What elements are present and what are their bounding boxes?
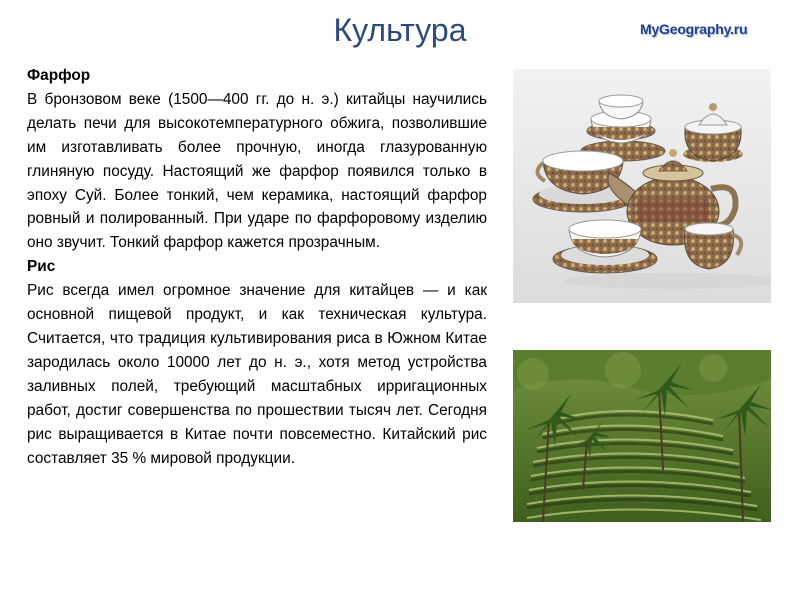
porcelain-tea-set-photo	[513, 69, 771, 303]
section-heading-rice: Рис	[27, 258, 56, 276]
brand-logo: MyGeography.ru	[640, 21, 748, 37]
slide-title: Культура	[333, 12, 467, 48]
section-text-rice: Рис всегда имел огромное значение для китайцев — и как основной пищевой продукт, и как техническая культура. Считается, что традиция культивирования риса в Южном Китае зародилась около 10000 лет до н. э., хотя метод устройства заливных полей, требующий масштабных ирригационных работ, достиг совершенства по прошествии тысяч лет. Сегодня рис выращивается в Китае почти повсеместно. Китайский рис составляет 35 % мировой продукции.	[27, 282, 487, 467]
section-heading-porcelain: Фарфор	[27, 67, 91, 84]
text-column	[27, 64, 487, 470]
rice-terraces-photo	[513, 350, 771, 522]
section-text-porcelain: В бронзовом веке (1500—400 гг. до н. э.) китайцы научились делать печи для высокотемпературного обжига, позволившие им изготавливать более прочную, иногда глазурованную глиняную посуду. Настоящий же фарфор появился только в эпоху Суй. Более тонкий, чем керамика, настоящий фарфор ровный и полированный. При ударе по фарфоровому изделию оно звучит. Тонкий фарфор кажется прозрачным.	[27, 90, 487, 252]
